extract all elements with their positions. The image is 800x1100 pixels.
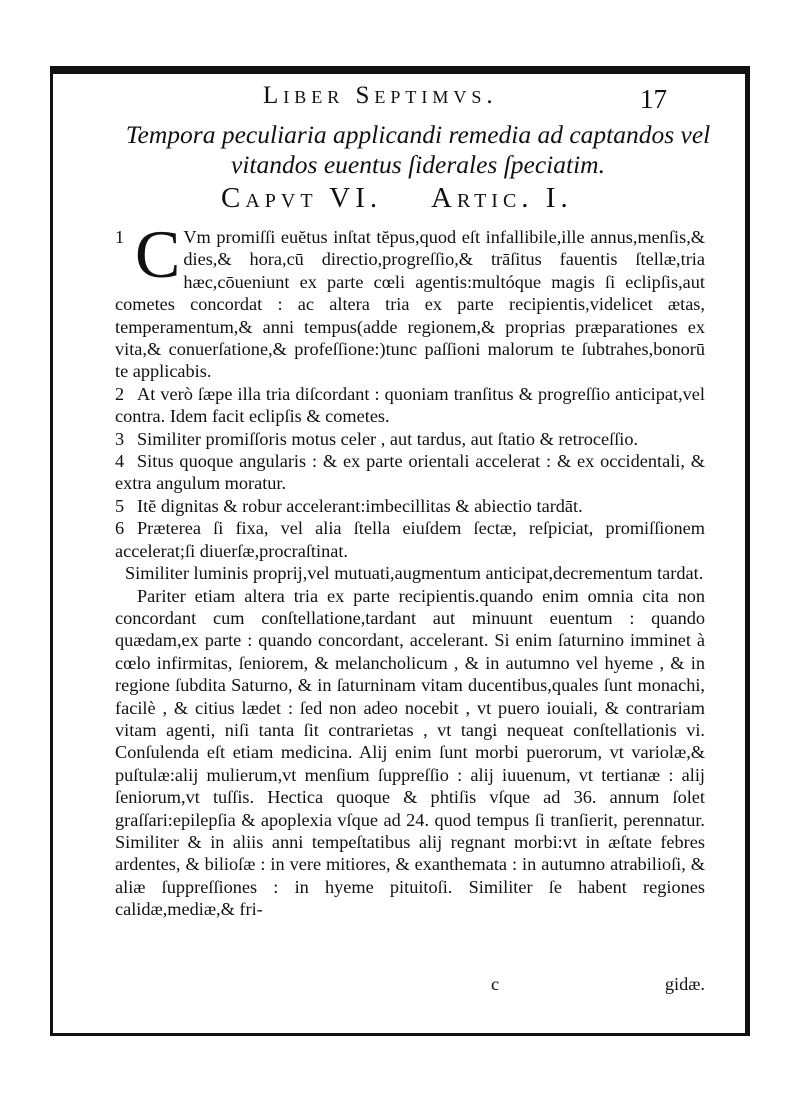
paragraph-6 — [115, 517, 705, 562]
catchword: gidæ. — [664, 974, 705, 994]
page-number: 17 — [640, 84, 667, 114]
book-page — [50, 66, 750, 1036]
running-title: Liber Septimvs. — [263, 82, 498, 109]
page-header — [53, 78, 745, 122]
paragraph-text: Pariter etiam altera tria ex parte recipientis.quando enim omnia cita non concordant cum conſtellatione,tardant aut minuunt euentum : quando quædam,ex parte : quando concordant, accelerant. Si enim ſaturnino imminet à cœlo infirmitas, ſeniorem, & melancholicum , & in autumno vel hyeme , & in regione ſubdita Saturno, & in ſaturninam vitam ducentibus,quales ſunt monachi, facilè , & citius lædet : ſed non adeo nocebit , vt puero iouiali, & contrariam vitam agenti, niſi tanta ſit contrarietas , vt tangi nequeat conſtellationis vi. Conſulenda eſt etiam medicina. Alij enim ſunt morbi puerorum, vt variolæ,& puſtulæ:alij mulierum,vt menſium ſuppreſſio : alij iuuenum, vt tertianæ : alij ſeniorum,vt tuſſis. Hectica quoque & phtiſis vſque ad 36. annum ſolet graſſari:epilepſia & apoplexia vſque ad 24. quod tempus ſi tranſierit, perennatur. Similiter & in aliis anni tempeſtatibus alij regnant morbi:vt in æſtate febres ardentes, & bilioſæ : in vere mitiores, & exanthemata : in autumno atrabilioſi, & aliæ ſuppreſſiones : in hyeme pituitoſi. Similiter ſe habent regiones calidæ,mediæ,& fri- — [115, 585, 705, 920]
paragraph-number: 1 — [115, 227, 125, 247]
drop-cap: C — [135, 216, 181, 292]
paragraph-8 — [115, 585, 705, 921]
paragraph-4 — [115, 450, 705, 495]
paragraph-text: Itĕ dignitas & robur accelerant:imbecillitas & abiectio tardāt. — [137, 495, 583, 516]
signature-mark: c — [491, 974, 500, 994]
paragraph-3 — [115, 428, 705, 450]
paragraph-2 — [115, 383, 705, 428]
paragraph-text: Similiter promiſſoris motus celer , aut tardus, aut ſtatio & retroceſſio. — [137, 428, 639, 449]
paragraph-number: 6 — [115, 518, 125, 539]
paragraph-7 — [115, 562, 705, 584]
paragraph-text: Vm promiſſi euĕtus inſtat tĕpus,quod eſt infallibile,ille annus,menſis,& dies,& hora,cū directio,progreſſio,& trāſitus fauentis ſtellæ,tria hæc,cōueniunt ex parte cœli agentis:multóque magis ſi eclipſis,aut cometes concordat : ac altera tria ex parte recipientis,videlicet ætas, temperamentum,& anni tempus(adde regionem,& proprias præparationes ex vita,& conuerſatione,& profeſſione:)tunc paſſioni malorum te ſubtrahes,bonorū te applicabis. — [115, 227, 705, 382]
section-subtitle: Tempora peculiaria applicandi remedia ad captandos vel vitandos euentus ſiderales ſpeciatim. — [125, 120, 711, 179]
paragraph-1 — [115, 216, 705, 383]
paragraph-text: Situs quoque angularis : & ex parte orientali accelerat : & ex occidentali, & extra angulum moratur. — [115, 451, 705, 494]
paragraph-number: 3 — [115, 428, 125, 449]
paragraph-5 — [115, 495, 705, 517]
paragraph-text: Similiter luminis proprij,vel mutuati,augmentum anticipat,decrementum tardat. — [125, 563, 704, 584]
article-label: Artic. I. — [431, 182, 573, 214]
paragraph-text: At verò ſæpe illa tria diſcordant : quoniam tranſitus & progreſſio anticipat,vel contra. Idem facit eclipſis & cometes. — [115, 383, 705, 427]
paragraph-text: Præterea ſi fixa, vel alia ſtella eiuſdem ſectæ, reſpiciat, promiſſionem accelerat;ſi diuerſæ,procraſtinat. — [115, 518, 705, 561]
paragraph-number: 4 — [115, 451, 125, 472]
paragraph-number: 5 — [115, 495, 125, 516]
paragraph-number: 2 — [115, 383, 125, 404]
chapter-label: Capvt VI. — [221, 182, 383, 214]
body-text — [115, 216, 705, 921]
